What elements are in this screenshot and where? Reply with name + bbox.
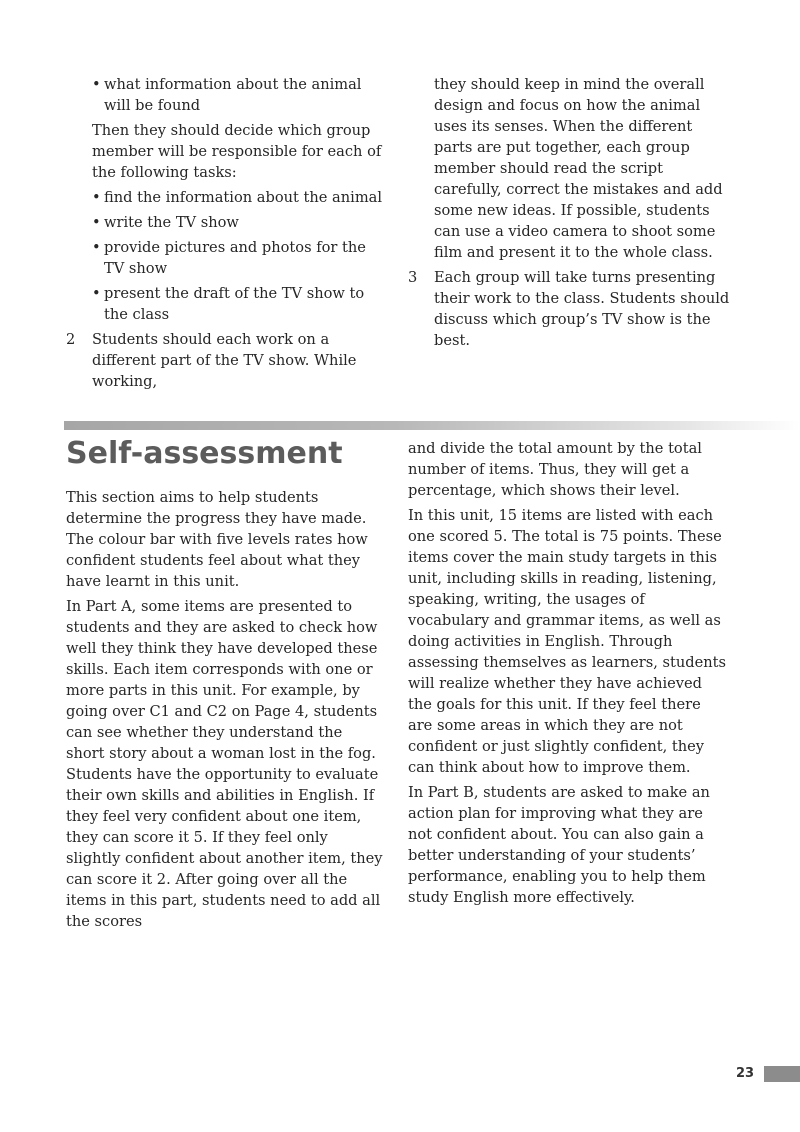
item-text: Students should each work on a different part of the TV show. While working, [92,331,357,390]
bullet-text: present the draft of the TV show to the class [104,285,365,323]
item-number: 2 [66,331,76,348]
page-number-bar [762,1066,800,1082]
paragraph: Then they should decide which group member will be responsible for each of the following tasks: [92,122,382,181]
section-divider [64,421,800,430]
bullet-text: provide pictures and photos for the TV show [104,239,366,277]
bullet-icon: • [92,285,101,302]
bullet-icon: • [92,189,101,206]
bullet-icon: • [92,239,101,256]
bullet-icon: • [92,214,101,231]
section-right-column [408,438,726,912]
page-number-bar-gap [762,1066,764,1082]
bullet-text: find the information about the animal [104,189,383,206]
bullet-item [92,212,386,233]
item-text: Each group will take turns presenting their work to the class. Students should discuss which group’s TV show is the best. [434,269,730,349]
paragraph: In this unit, 15 items are listed with each one scored 5. The total is 75 points. These items cover the main study targets in this unit, including skills in reading, listening, speaking, writing, the usages of vocabulary and grammar items, as well as doing activities in English. Through assessing themselves as learners, students will realize whether they have achieved the goals for this unit. If they feel there are some areas in which they are not confident or just slightly confident, they can think about how to improve them. [408,507,726,776]
paragraph: and divide the total amount by the total number of items. Thus, they will get a percentage, which shows their level. [408,440,702,499]
numbered-item-3 [408,267,732,351]
bullet-item [92,187,386,208]
paragraph: In Part B, students are asked to make an action plan for improving what they are not confident about. You can also gain a better understanding of your students’ performance, enabling you to help them study English more effectively. [408,784,710,906]
section-title: Self-assessment [66,436,343,471]
bullet-text: write the TV show [104,214,239,231]
continued-paragraph: they should keep in mind the overall design and focus on how the animal uses its senses. When the different parts are put together, each group member should read the script carefully, correct the mistakes and add some new ideas. If possible, students can use a video camera to shoot some film and present it to the whole class. [434,76,723,261]
top-right-column [408,74,732,355]
section-left-column [66,487,384,936]
numbered-item-2 [66,329,386,392]
bullet-item [92,74,386,116]
top-left-column [66,74,386,396]
bullet-text: what information about the animal will be found [104,76,362,114]
paragraph: In Part A, some items are presented to students and they are asked to check how well they think they have developed these skills. Each item corresponds with one or more parts in this unit. For example, by going over C1 and C2 on Page 4, students can see whether they understand the short story about a woman lost in the fog. Students have the opportunity to evaluate their own skills and abilities in English. If they feel very confident about one item, they can score it 5. If they feel only slightly confident about another item, they can score it 2. After going over all the items in this part, students need to add all the scores [66,598,383,930]
page-number: 23 [736,1066,755,1081]
bullet-item [92,237,386,279]
paragraph: This section aims to help students determine the progress they have made. The colour bar with five levels rates how confident students feel about what they have learnt in this unit. [66,489,368,590]
item-number: 3 [408,269,418,286]
bullet-icon: • [92,76,101,93]
bullet-item [92,283,386,325]
